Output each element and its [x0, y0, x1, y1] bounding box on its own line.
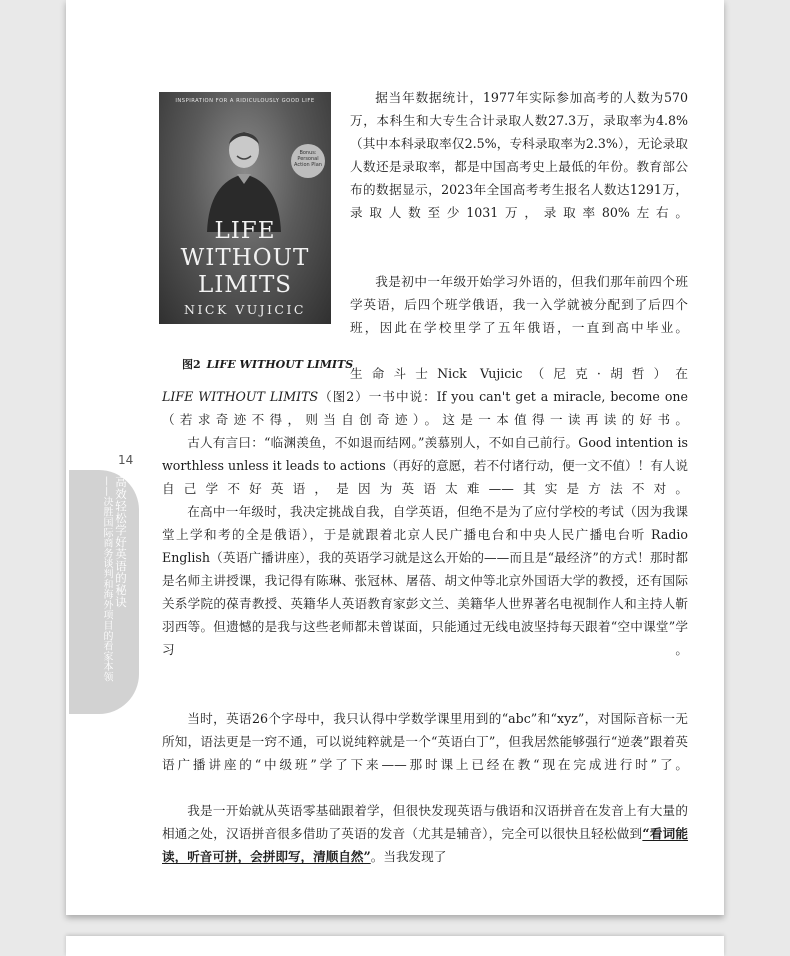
cover-badge: Bonus: Personal Action Plan	[291, 144, 325, 178]
paragraph-radio-english: 在高中一年级时，我决定挑战自我，自学英语，但绝不是为了应付学校的考试（因为我课堂上学和考的全是俄语），于是就跟着北京人民广播电台和中央人民广播电台听 Radio English（英语广播讲座），我的英语学习就是这么开始的——而且是“最经济”的方式！那时都是名师主讲授课，我记得有陈琳、张冠林、屠蓓、胡文仲等北京外国语大学的教授，还有国际关系学院的葆青教授、英籍华人英语教育家彭文兰、美籍华人世界著名电视制作人和主持人靳羽西等。但遗憾的是我与这些老师都未曾谋面，只能通过无线电波坚持每天跟着“空中课堂”学习。	[162, 504, 688, 657]
next-page-edge	[66, 936, 724, 956]
cover-title-line-1: LIFE	[214, 218, 276, 244]
paragraph-gaokao-stats: 据当年数据统计，1977年实际参加高考的人数为570万，本科生和大专生合计录取人数27.3万，录取率为4.8%（其中本科录取率仅2.5%，专科录取率为2.3%），无论录取人数还是录取率，都是中国高考史上最低的年份。教育部公布的数据显示，2023年全国高考考生报名人数达1291万，录取人数至少1031万，录取率80%左右。	[350, 90, 688, 220]
cover-title-line-2: WITHOUT	[180, 245, 310, 271]
paragraph-pinyin	[162, 799, 688, 868]
page-number: 14	[118, 453, 134, 467]
paragraph-nick-vujicic-body: （图2）一书中说：If you can't get a miracle, become one（若求奇迹不得，则当自创奇迹）。这是一本值得一读再读的好书。	[162, 389, 688, 427]
paragraph-alphabet: 当时，英语26个字母中，我只认得中学数学课里用到的“abc”和“xyz”，对国际音标一无所知，语法更是一窍不通，可以说纯粹就是一个“英语白丁”，但我居然能够强行“逆袭”跟着英语广播讲座的“中级班”学了下来——那时课上已经在教“现在完成进行时”了。	[162, 711, 688, 772]
paragraph-nick-vujicic	[162, 362, 688, 431]
book-title-inline: LIFE WITHOUT LIMITS	[162, 389, 319, 404]
cover-person-illustration	[199, 122, 289, 232]
paragraph-pinyin-body: 我是一开始就从英语零基础跟着学，但很快发现英语与俄语和汉语拼音在发音上有大量的相通之处，汉语拼音很多借助了英语的发音（尤其是辅音），完全可以很快且轻松做到	[162, 803, 688, 841]
book-page	[66, 0, 724, 915]
figure-caption-label: 图2	[182, 358, 201, 371]
figure-caption-title: LIFE WITHOUT LIMITS	[206, 358, 354, 371]
paragraph-russian-class: 我是初中一年级开始学习外语的，但我们那年前四个班学英语，后四个班学俄语，我一入学就被分配到了后四个班，因此在学校里学了五年俄语，一直到高中毕业。	[350, 274, 688, 335]
key-phrase-underlined: “看词能读，听音可拼，会拼即写，清顺自然”	[162, 826, 689, 864]
paragraph-pinyin-tail: 。当我发现了	[370, 849, 447, 864]
cover-title-line-3: LIMITS	[197, 272, 293, 298]
cover-author: NICK VUJICIC	[184, 302, 306, 317]
cover-tagline: INSPIRATION FOR A RIDICULOUSLY GOOD LIFE	[175, 98, 315, 104]
book-cover-figure	[159, 92, 331, 324]
side-tab-title: 高效轻松学好英语的秘诀	[114, 476, 128, 608]
paragraph-proverb: 古人有言曰：“临渊羡鱼，不如退而结网。”羡慕别人，不如自己前行。Good intention is worthless unless it leads to actions（再好的意愿，若不付诸行动，便一文不值）！有人说自己学不好英语，是因为英语太难——其实是方法不对。	[162, 435, 688, 496]
paragraph-nick-vujicic-intro: 生命斗士Nick Vujicic（尼克·胡哲）在	[350, 366, 688, 381]
side-tab-subtitle: ——决胜国际商务谈判和海外项目的看家本领	[101, 476, 112, 682]
